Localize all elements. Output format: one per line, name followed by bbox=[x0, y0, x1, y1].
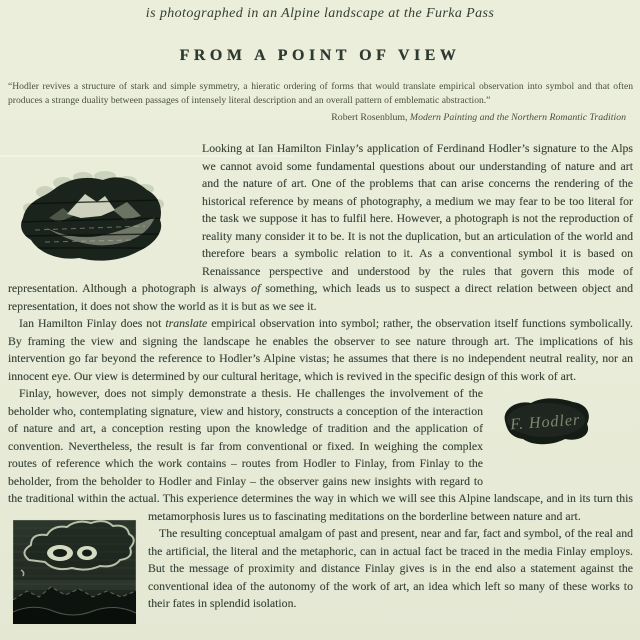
signature-etching-image bbox=[495, 391, 595, 447]
paragraph-1-text: Looking at Ian Hamilton Finlay’s application of Ferdinand Hodler’s signature to the Alps we cannot avoid some fundamental questions about our understanding of nature and art and the nature of art. One of the problems that can arise concerns the rendering of the historical reference by means of photography, a medium we may fear to be too literal for the task we suppose it has to fulfil here. However, a photograph is not the reproduction of reality many consider it to be. It is not the duplication, but an articulation of the world and therefore bears a symbolic relation to it. As a conventional symbol it is based on Renaissance perspective and understood by the rules that govern this mode of representation. Although a photograph is always bbox=[8, 141, 633, 295]
paragraph-3-text-end: lures us to fascinating meditations on the borderline between nature and art. bbox=[223, 508, 581, 523]
hodler-signature-text: F. Hodler bbox=[509, 411, 581, 434]
article-body bbox=[8, 140, 633, 613]
paragraph-2-text: Ian Hamilton Finlay does not bbox=[19, 316, 166, 330]
figure-alpine-vignette bbox=[8, 140, 202, 280]
figure-hodler-signature bbox=[483, 385, 633, 473]
body-paragraph-4: The resulting conceptual amalgam of past and present, near and far, fact and symbol, of the real and the artificial, the literal and the metaphoric, can in actual fact be traced in the media Finlay employs. But the message of proximity and distance Finlay gives is in the end also a statement against the conventional idea of the autonomy of the work of art, an idea which left so many of these works to their fates in splendid isolation. bbox=[148, 526, 633, 610]
attribution-author: Robert Rosenblum, bbox=[331, 112, 410, 123]
epigraph-attribution bbox=[0, 112, 626, 123]
page-title: FROM A POINT OF VIEW bbox=[179, 47, 461, 64]
mountain-etching-image bbox=[15, 166, 165, 263]
paragraph-2-italic-translate: translate bbox=[165, 316, 208, 330]
paragraph-3-text: Finlay, however, does not simply demonstrate a thesis. He challenges the involvement of the beholder who, contemplating signature, view and history, constructs a conception of the interaction of nature and art, a conception resting upon the knowledge of tradition and the application of convention. Nevertheless, the result is far from conventional or fixed. In weighing the complex routes of reference which the work contains – routes from Hodler to Finlay, from Finlay to the beholder, from the beholder to Hodler and Finlay – the observer gains new insights with regard to the traditional within the actual. This experience determines the way in which we will see this Alpine landscape, and in its turn this metamorphosis bbox=[8, 386, 633, 523]
paragraph-2-text-end: empirical observation into symbol; rather, the observation itself functions symbolically. By framing the view and signing the landscape he enables the observer to see nature through art. The implications of his intervention go far beyond the reference to Hodler’s Alpine vistas; he assumes that there is no independent neutral reality, nor an innocent eye. Our view is determined by our cultural heritage, which is revived in the specific design of this work of art. bbox=[8, 316, 633, 383]
paragraph-1-text-end: something, which leads us to suspect a direct relation between object and representation, it does not show the world as it is but as we see it. bbox=[8, 281, 633, 313]
figure-cloud-etching bbox=[8, 508, 148, 638]
running-caption: is photographed in an Alpine landscape at the Furka Pass bbox=[145, 6, 495, 21]
attribution-book-title: Modern Painting and the Northern Romantic Tradition bbox=[409, 112, 626, 123]
paragraph-1-italic-of: of bbox=[251, 281, 261, 295]
body-paragraph-2 bbox=[8, 315, 633, 385]
body-paragraph-3 bbox=[8, 385, 633, 525]
cloud-etching-image bbox=[13, 520, 136, 624]
epigraph-quote: “Hodler revives a structure of stark and simple symmetry, a hieratic ordering of forms that would translate empirical observation into symbol and that often produces a strange duality between passages of intensely literal description and an overall pattern of emblematic abstraction.” bbox=[8, 81, 633, 106]
